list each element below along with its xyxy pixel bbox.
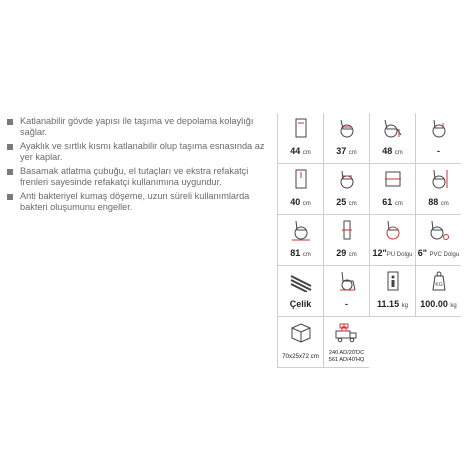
spec-value: - [437,146,440,156]
feature-list [6,116,274,216]
product-weight-icon [381,270,405,292]
bullet-icon [7,119,13,125]
armrest-height-icon [427,117,451,139]
bullet-icon [7,169,13,175]
seat-width-icon [289,117,313,139]
spec-cell-seat-height [369,113,415,163]
bullet-icon [7,144,13,150]
spec-value: 6" PVC Dolgu [417,248,460,258]
overall-width-icon [381,168,405,190]
spec-row [277,317,461,368]
spec-value: 88 cm [428,197,449,207]
spec-cell-seat-width [277,113,323,163]
feature-item [6,166,274,188]
spec-value: 11.15 kg [377,299,408,309]
spec-value: 61 cm [382,197,403,207]
spec-value: 29 cm [336,248,357,258]
overall-length-icon [289,219,313,241]
spec-value: 37 cm [336,146,357,156]
spec-cell-rear-wheel [369,215,415,265]
spec-value: 12"PU Dolgu [372,248,413,258]
spec-cell-shipping [323,317,369,368]
spec-cell-reclining [323,266,369,316]
spec-cell-front-wheel [415,215,461,265]
max-load-icon [427,270,451,292]
spec-cell-overall-length [277,215,323,265]
spec-value: 25 cm [336,197,357,207]
armrest-length-icon [335,168,359,190]
feature-text: Ayaklık ve sırtlık kısmı katlanabilir olup taşıma esnasında az yer kaplar. [20,141,265,162]
feature-text: Katlanabilir gövde yapısı ile taşıma ve depolama kolaylığı sağlar. [20,116,254,137]
front-wheel-icon [427,219,451,241]
seat-height-icon [381,117,405,139]
spec-cell-frame-material [277,266,323,316]
spec-cell-max-load [415,266,461,316]
back-height-icon [289,168,313,190]
svg-text:KG: KG [434,282,443,288]
spec-row [277,113,461,164]
spec-cell-seat-depth [323,113,369,163]
spec-cell-overall-width [369,164,415,214]
spec-value: 81 cm [290,248,311,258]
feature-item [6,191,274,213]
truck-icon [335,321,359,343]
feature-item [6,116,274,138]
rear-wheel-icon [381,219,405,241]
spec-cell-folded-width [323,215,369,265]
feature-item [6,141,274,163]
spec-value: 70x25x72 cm [282,353,319,360]
spec-row [277,266,461,317]
spec-cell-box-size [277,317,323,368]
spec-row [277,164,461,215]
spec-value: - [345,299,348,309]
feature-text: Anti bakteriyel kumaş döşeme, uzun süreli kullanımlarda bakteri oluşumunu engeller. [20,191,250,212]
box-icon [289,321,313,343]
spec-row [277,215,461,266]
spec-value: 48 cm [382,146,403,156]
feature-text: Basamak atlatma çubuğu, el tutaçları ve ekstra refakatçi frenleri sayesinde refakatçi kullanımına uygundur. [20,166,249,187]
spec-cell-armrest-height [415,113,461,163]
spec-value: Çelik [289,299,312,309]
reclining-icon [335,270,359,292]
spec-cell-overall-height [415,164,461,214]
spec-value: 240 AD/20'DC 561 AD/40'HQ [328,350,365,363]
spec-value: 100.00 kg [420,299,457,309]
spec-value: 40 cm [290,197,311,207]
spec-value: 44 cm [290,146,311,156]
seat-depth-icon [335,117,359,139]
spec-grid [277,113,461,368]
spec-cell-armrest-length [323,164,369,214]
bullet-icon [7,194,13,200]
spec-cell-product-weight [369,266,415,316]
frame-material-icon [289,270,313,292]
folded-width-icon [335,219,359,241]
overall-height-icon [427,168,451,190]
spec-cell-back-height [277,164,323,214]
